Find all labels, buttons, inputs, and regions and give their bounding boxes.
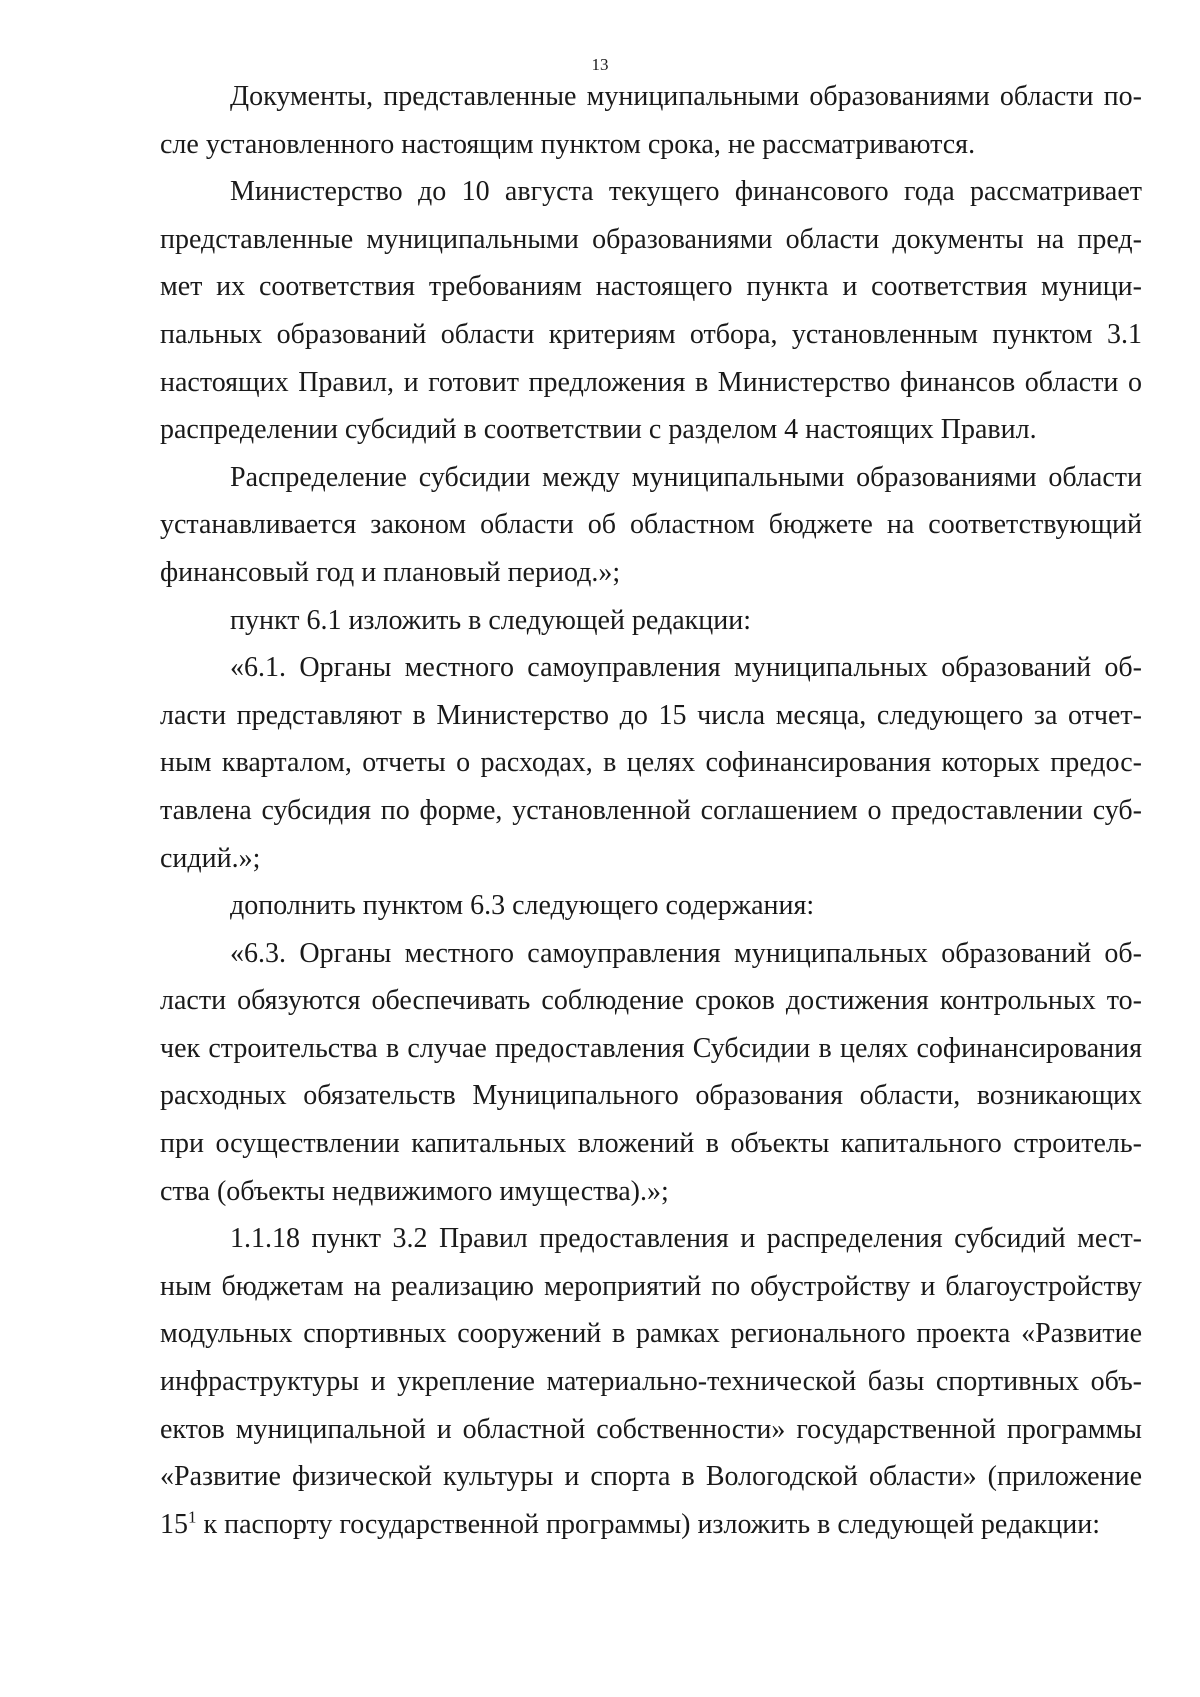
text-line: тавлена субсидия по форме, установленной соглашением о предоставлении суб- bbox=[160, 794, 1142, 826]
text-line: пальных образований области критериям отбора, установленным пунктом 3.1 bbox=[160, 318, 1142, 350]
text-line: Распределение субсидии между муниципальными образованиями области bbox=[230, 461, 1142, 493]
text-line: «6.1. Органы местного самоуправления муниципальных образований об- bbox=[230, 652, 1142, 684]
text-line: при осуществлении капитальных вложений в объекты капитального строитель- bbox=[160, 1128, 1142, 1160]
text-line: устанавливается законом области об областном бюджете на соответствующий bbox=[160, 509, 1142, 541]
text-line: пункт 6.1 изложить в следующей редакции: bbox=[230, 604, 751, 636]
annex-number: 15 bbox=[160, 1508, 188, 1540]
document-body bbox=[160, 73, 1142, 1548]
text-line: Министерство до 10 августа текущего финансового года рассматривает bbox=[230, 176, 1142, 208]
text-line: настоящих Правил, и готовит предложения в Министерство финансов области о bbox=[160, 366, 1142, 398]
annex-superscript: 1 bbox=[188, 1507, 197, 1527]
text-line: распределении субсидий в соответствии с разделом 4 настоящих Правил. bbox=[160, 414, 1037, 446]
text-line: ласти представляют в Министерство до 15 числа месяца, следующего за отчет- bbox=[160, 699, 1142, 731]
text-line: расходных обязательств Муниципального образования области, возникающих bbox=[160, 1080, 1142, 1112]
text-line: ным бюджетам на реализацию мероприятий по обустройству и благоустройству bbox=[160, 1270, 1142, 1302]
paragraph-point-6-1 bbox=[160, 644, 1142, 882]
paragraph-documents-deadline bbox=[160, 73, 1142, 168]
text-line-tail: к паспорту государственной программы) изложить в следующей редакции: bbox=[196, 1508, 1100, 1540]
text-line: сле установленного настоящим пунктом срока, не рассматриваются. bbox=[160, 128, 976, 160]
text-line: представленные муниципальными образованиями области документы на пред- bbox=[160, 223, 1142, 255]
paragraph-subsidy-distribution bbox=[160, 454, 1142, 597]
text-line: ласти обязуются обеспечивать соблюдение сроков достижения контрольных то- bbox=[160, 985, 1142, 1017]
page-number: 13 bbox=[591, 55, 609, 74]
paragraph-point-6-1-intro bbox=[160, 597, 1142, 645]
text-line: «6.3. Органы местного самоуправления муниципальных образований об- bbox=[230, 937, 1142, 969]
text-line: инфраструктуры и укрепление материально-технической базы спортивных объ- bbox=[160, 1366, 1142, 1398]
text-line: дополнить пунктом 6.3 следующего содержания: bbox=[230, 890, 815, 922]
text-line-with-superscript bbox=[160, 1501, 1142, 1549]
text-line: «Развитие физической культуры и спорта в Вологодской области» (приложение bbox=[160, 1461, 1142, 1493]
text-line: ектов муниципальной и областной собственности» государственной программы bbox=[160, 1413, 1142, 1445]
text-line: ным кварталом, отчеты о расходах, в целях софинансирования которых предос- bbox=[160, 747, 1142, 779]
text-line: мет их соответствия требованиям настоящего пункта и соответствия муници- bbox=[160, 271, 1142, 303]
text-line: сидий.»; bbox=[160, 842, 261, 874]
text-line: 1.1.18 пункт 3.2 Правил предоставления и распределения субсидий мест- bbox=[230, 1223, 1142, 1255]
paragraph-ministry-review bbox=[160, 168, 1142, 454]
paragraph-point-6-3-intro bbox=[160, 882, 1142, 930]
text-line: чек строительства в случае предоставления Субсидии в целях софинансирования bbox=[160, 1032, 1142, 1064]
paragraph-point-6-3 bbox=[160, 930, 1142, 1216]
text-line: финансовый год и плановый период.»; bbox=[160, 556, 621, 588]
text-line: Документы, представленные муниципальными образованиями области по- bbox=[230, 81, 1142, 112]
text-line: ства (объекты недвижимого имущества).»; bbox=[160, 1175, 669, 1207]
paragraph-point-1-1-18 bbox=[160, 1215, 1142, 1548]
text-line: модульных спортивных сооружений в рамках регионального проекта «Развитие bbox=[160, 1318, 1142, 1350]
